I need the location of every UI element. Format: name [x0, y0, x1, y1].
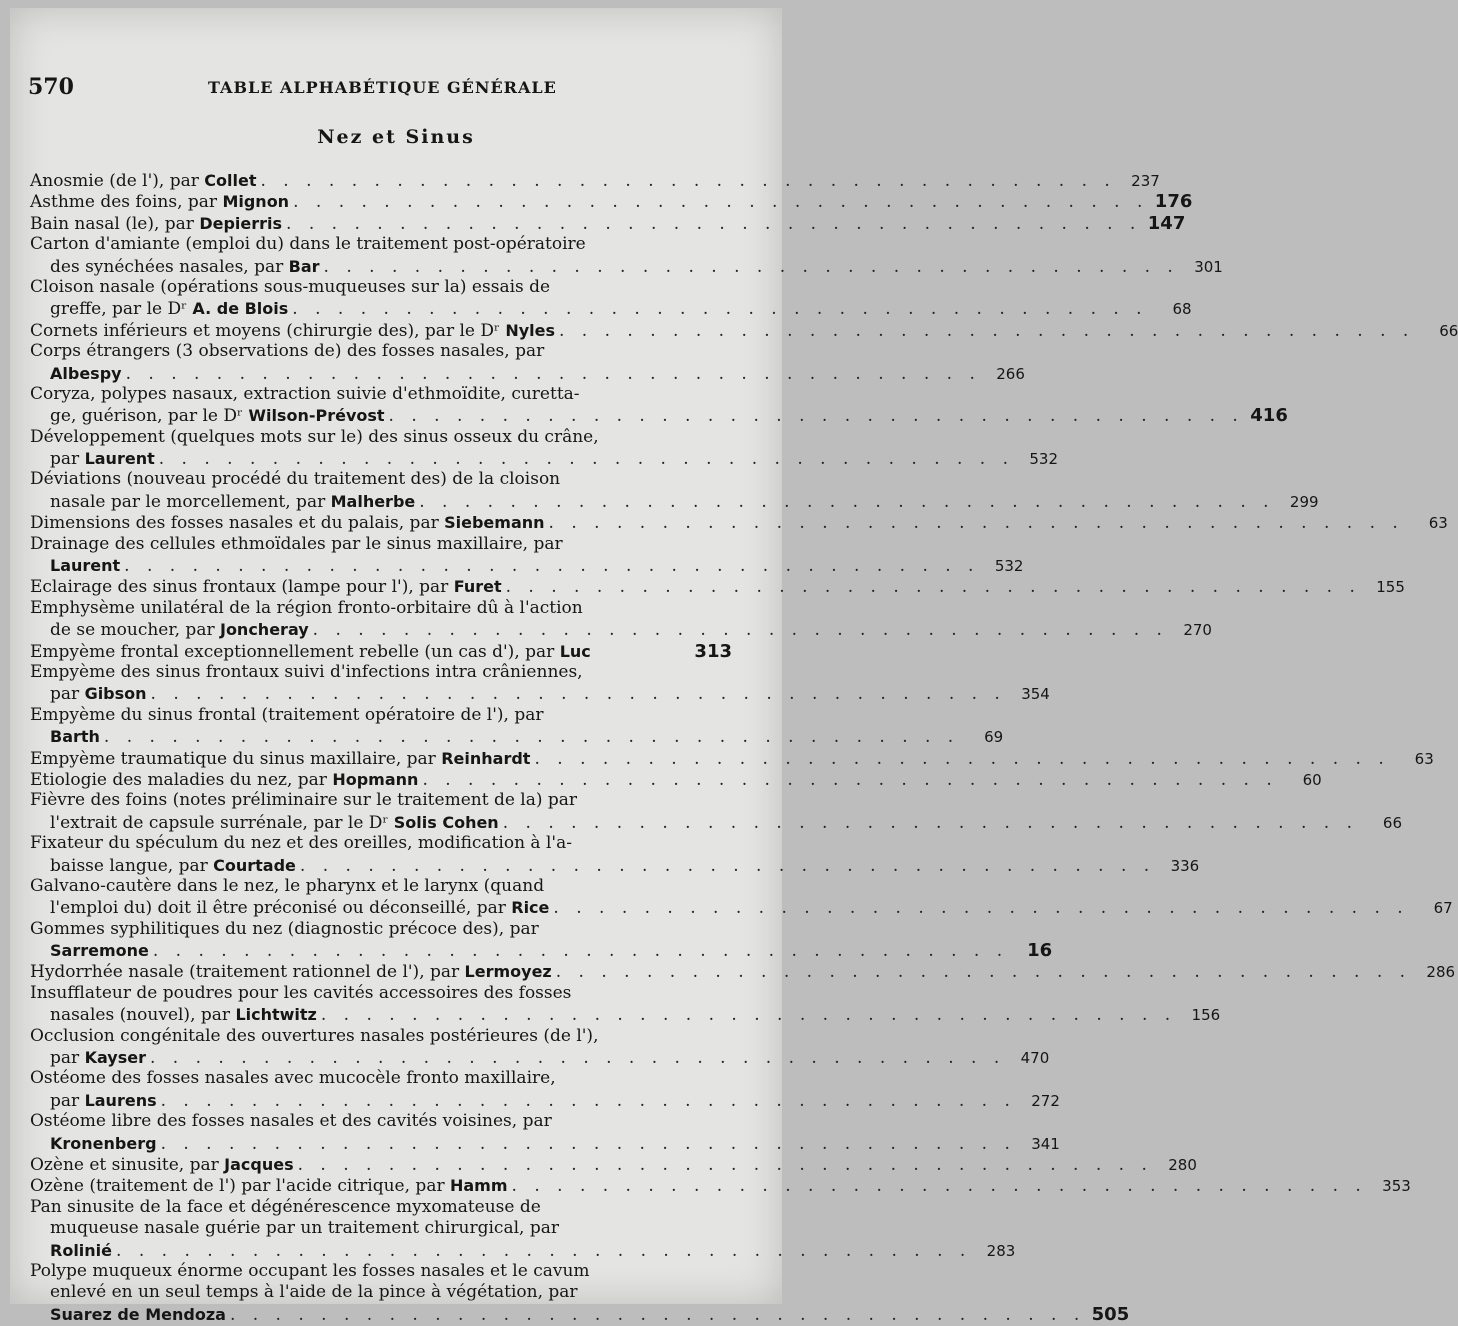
entry-page-number: 266: [996, 364, 1025, 383]
entry-page-number: 341: [1031, 1134, 1060, 1153]
entry-author: Laurent: [84, 449, 155, 469]
entry-title-text: Fièvre des foins (notes préliminaire sur le traitement de la) par: [30, 790, 578, 811]
entry-line: [30, 576, 1405, 598]
entry-text: [30, 961, 552, 983]
index-entry: [30, 1068, 1060, 1111]
index-entry: [30, 512, 1448, 534]
entry-page-number: 66: [1382, 813, 1402, 832]
index-entry: [30, 1175, 1411, 1197]
entry-title-text: Pan sinusite de la face et dégénérescence myxomateuse de: [30, 1196, 541, 1217]
entry-text: [50, 1047, 146, 1069]
entry-line: [30, 1133, 1060, 1154]
index-entry: [30, 641, 732, 662]
entry-line: [30, 833, 732, 854]
entry-page-number: 176: [1154, 191, 1193, 213]
entry-text: [50, 256, 320, 278]
entry-text: [30, 384, 580, 405]
entry-author: Mignon: [222, 192, 290, 212]
entry-title-text: Asthme des foins, par: [30, 192, 223, 213]
entry-text: [50, 491, 415, 513]
entry-text: [50, 1090, 157, 1112]
entry-text: [30, 427, 599, 448]
entry-line: [30, 705, 732, 726]
index-entry: [30, 833, 1200, 876]
entry-line: [30, 427, 732, 448]
entry-title-text: Anosmie (de l'), par: [30, 171, 205, 191]
entry-title-text: greffe, par le Dʳ: [50, 299, 193, 320]
dot-leader: . . . . . . . . . . . . . . . . . . . . . . . . . . . . . . . . . . . . . .: [125, 363, 981, 384]
entry-title-text: nasales (nouvel), par: [50, 1005, 236, 1026]
dot-leader: . . . . . . . . . . . . . . . . . . . . . . . . . . . . . . . . . . . . . .: [388, 406, 1244, 427]
entry-text: [30, 1175, 508, 1197]
entry-line: [30, 1175, 1411, 1197]
entry-page-number: 60: [1302, 770, 1322, 789]
index-entry: [30, 469, 1319, 512]
entry-author: Barth: [50, 727, 100, 747]
entry-text: [50, 812, 499, 834]
entry-title-text: Empyème traumatique du sinus maxillaire, par: [30, 748, 442, 769]
entry-line: [30, 855, 1200, 876]
entry-text: [50, 855, 296, 877]
entry-page-number: 16: [1027, 940, 1053, 962]
dot-leader: . . . . . . . . . . . . . . . . . . . . . . . . . . . . . . . . . . . . . .: [116, 1240, 972, 1261]
entry-title-text: Ozène (traitement de l') par l'acide citrique, par: [30, 1176, 450, 1197]
entry-text: [30, 512, 545, 534]
entry-title-text: Eclairage des sinus frontaux (lampe pour l'), par: [30, 577, 454, 598]
entry-author: Solis Cohen: [393, 812, 499, 832]
entry-line: [30, 234, 732, 255]
entry-title-text: ge, guérison, par le Dʳ: [50, 406, 249, 427]
entry-page-number: 286: [1426, 963, 1456, 982]
entry-text: [50, 1218, 559, 1239]
entry-text: [30, 705, 544, 726]
dot-leader: . . . . . . . . . . . . . . . . . . . . . . . . . . . . . . . . . . . . . .: [312, 620, 1168, 641]
entry-author: Laurens: [84, 1090, 157, 1110]
entry-line: [30, 320, 1458, 341]
dot-leader: . . . . . . . . . . . . . . . . . . . . . . . . . . . . . . . . . . . . . .: [299, 855, 1156, 876]
index-entry: [30, 790, 1402, 833]
index-entry: [30, 276, 1192, 320]
entry-text: [30, 641, 591, 663]
entry-page-number: 155: [1376, 578, 1405, 597]
entry-page-number: 156: [1191, 1006, 1221, 1025]
dot-leader: . . . . . . . . . . . . . . . . . . . . . . . . . . . . . . . . . . . . . .: [502, 812, 1358, 833]
entry-title-text: l'emploi du) doit il être préconisé ou déconseillé, par: [50, 898, 512, 919]
index-entry: [30, 576, 1405, 598]
entry-author: Bar: [288, 256, 320, 276]
dot-leader: . . . . . . . . . . . . . . . . . . . . . . . . . . . . . . . . . . . . . .: [160, 1090, 1016, 1111]
entry-line: [30, 1047, 1050, 1069]
document-page: [10, 8, 1458, 1325]
index-entry: [30, 191, 1193, 213]
index-entry: [30, 426, 1059, 470]
entry-line: [30, 1154, 1197, 1175]
entry-page-number: 532: [1029, 450, 1059, 469]
entry-text: [30, 234, 586, 255]
entry-page-number: 270: [1183, 621, 1212, 640]
entry-author: Lichtwitz: [235, 1005, 317, 1025]
dot-leader: . . . . . . . . . . . . . . . . . . . . . . . . . . . . . . . . . . . . . .: [124, 556, 980, 577]
entry-line: [30, 876, 732, 897]
entry-title-text: par: [50, 684, 85, 705]
entry-text: [30, 191, 289, 213]
dot-leader: . . . . . . . . . . . . . . . . . . . . . . . . . . . . . . . . . . . . . .: [553, 898, 1409, 919]
entry-line: [30, 405, 1288, 427]
entry-line: [30, 919, 732, 940]
entry-line: [30, 1090, 1060, 1111]
entry-line: [30, 961, 1456, 983]
entry-line: [30, 448, 1059, 470]
entry-line: [30, 191, 1193, 213]
entry-author: Malherbe: [330, 491, 416, 511]
entry-line: [30, 469, 732, 490]
entry-line: [30, 662, 732, 683]
entry-line: [30, 384, 732, 405]
entry-line: [30, 1303, 1130, 1325]
entry-line: [30, 256, 1223, 277]
entry-page-number: 299: [1289, 492, 1319, 511]
entry-line: [30, 790, 732, 811]
entry-page-number: 505: [1091, 1303, 1130, 1325]
running-title: TABLE ALPHABÉTIQUE GÉNÉRALE: [208, 78, 557, 97]
dot-leader: . . . . . . . . . . . . . . . . . . . . . . . . . . . . . . . . . . . . . .: [422, 769, 1278, 790]
entry-title-text: Cloison nasale (opérations sous-muqueuses sur la) essais de: [30, 276, 551, 297]
index-entry: [30, 961, 1456, 983]
entry-title-text: Déviations (nouveau procédé du traitement des) de la cloison: [30, 469, 561, 490]
entry-text: [50, 1304, 226, 1326]
entry-text: [30, 983, 571, 1004]
entry-text: [50, 555, 120, 577]
page-number: 570: [28, 74, 74, 100]
entry-line: [30, 641, 732, 662]
entry-title-text: muqueuse nasale guérie par un traitement chirurgical, par: [50, 1218, 559, 1239]
entry-title-text: Emphysème unilatéral de la région fronto-orbitaire dû à l'action: [30, 597, 583, 618]
entry-page-number: 354: [1021, 685, 1050, 704]
entry-text: [30, 598, 583, 619]
entry-text: [30, 213, 282, 235]
index-entry: [30, 1260, 1130, 1325]
entry-title-text: Etiologie des maladies du nez, par: [30, 769, 333, 790]
entry-author: A. de Blois: [192, 299, 289, 319]
index-entry: [30, 383, 1288, 427]
entry-page-number: 147: [1147, 212, 1186, 234]
dot-leader: . . . . . . . . . . . . . . . . . . . . . . . . . . . . . . . . . . . . . .: [297, 1154, 1153, 1175]
entry-title-text: Corps étrangers (3 observations de) des fosses nasales, par: [30, 341, 545, 362]
entry-line: [30, 748, 1434, 769]
entry-line: [30, 1261, 732, 1282]
index-entry: [30, 875, 1453, 919]
entry-author: Kayser: [84, 1048, 146, 1068]
entry-line: [30, 726, 1004, 748]
entry-line: [30, 940, 1053, 962]
index-entry: [30, 769, 1322, 790]
entry-title-text: Fixateur du spéculum du nez et des oreilles, modification à l'a-: [30, 833, 572, 854]
entry-author: Courtade: [213, 855, 296, 875]
index-entry: [30, 748, 1434, 769]
entry-line: [30, 1004, 1221, 1026]
entry-author: Hamm: [449, 1176, 508, 1196]
entry-title-text: Dimensions des fosses nasales et du palais, par: [30, 513, 445, 534]
entry-page-number: 336: [1170, 856, 1200, 875]
entry-author: Nyles: [505, 320, 555, 340]
entry-author: Rolinié: [50, 1240, 113, 1260]
entry-title-text: par: [50, 1048, 85, 1069]
entry-text: [30, 469, 560, 490]
entry-title-text: par: [50, 1090, 85, 1111]
entry-author: Albespy: [50, 363, 122, 383]
entry-text: [30, 1111, 552, 1132]
entry-page-number: 353: [1382, 1177, 1411, 1196]
entry-page-number: 272: [1031, 1091, 1060, 1110]
entry-title-text: Empyème du sinus frontal (traitement opératoire de l'), par: [30, 704, 544, 725]
entry-line: [30, 1026, 732, 1047]
entry-author: Rice: [511, 898, 550, 918]
entry-line: [30, 769, 1322, 790]
entry-author: Gibson: [84, 684, 147, 704]
entry-text: [50, 1282, 578, 1303]
dot-leader: . . . . . . . . . . . . . . . . . . . . . . . . . . . . . . . . . . . . . .: [152, 941, 1009, 962]
entry-page-number: 280: [1168, 1155, 1197, 1174]
entry-author: Suarez de Mendoza: [50, 1304, 226, 1324]
entry-title-text: Occlusion congénitale des ouvertures nasales postérieures (de l'),: [30, 1025, 599, 1046]
entry-line: [30, 897, 1453, 919]
dot-leader: . . . . . . . . . . . . . . . . . . . . . . . . . . . . . . . . . . . . . .: [320, 1005, 1177, 1026]
dot-leader: . . . . . . . . . . . . . . . . . . . . . . . . . . . . . . . . . . . . . .: [323, 256, 1179, 277]
dot-leader: . . . . . . . . . . . . . . . . . . . . . . . . . . . . . . . . . . . . . .: [511, 1176, 1367, 1197]
entry-text: [30, 1154, 294, 1176]
entry-line: [30, 277, 732, 298]
entry-author: Furet: [453, 577, 502, 597]
dot-leader: . . . . . . . . . . . . . . . . . . . . . . . . . . . . . . . . . . . . . .: [160, 1133, 1016, 1154]
entry-text: [30, 919, 539, 940]
entry-page-number: 301: [1194, 257, 1223, 276]
entry-title-text: Développement (quelques mots sur le) des sinus osseux du crâne,: [30, 426, 599, 447]
entry-author: Collet: [204, 171, 257, 190]
entry-text: [30, 662, 583, 683]
index-entry: [30, 597, 1212, 641]
entry-line: [30, 212, 1186, 234]
entry-author: Laurent: [50, 556, 121, 576]
dot-leader: . . . . . . . . . . . . . . . . . . . . . . . . . . . . . . . . . . . . . .: [548, 513, 1404, 534]
index-entry: [30, 982, 1221, 1026]
entry-text: [50, 1004, 317, 1026]
entry-text: [50, 1133, 157, 1155]
entry-author: Jacques: [224, 1154, 294, 1174]
entry-page-number: 532: [994, 557, 1024, 576]
index-entry: [30, 320, 1458, 341]
entry-text: [50, 726, 100, 748]
entry-page-number: 69: [984, 728, 1004, 747]
dot-leader: . . . . . . . . . . . . . . . . . . . . . . . . . . . . . . . . . . . . . .: [149, 1048, 1006, 1069]
entry-title-text: Polype muqueux énorme occupant les fosses nasales et le cavum: [30, 1260, 590, 1281]
entry-line: [30, 598, 732, 619]
entry-text: [30, 170, 257, 192]
entry-text: [30, 1068, 556, 1089]
index-entry: [30, 170, 1160, 191]
entry-line: [30, 491, 1319, 512]
entry-page-number: 470: [1020, 1049, 1050, 1068]
section-title: Nez et Sinus: [317, 126, 475, 148]
entry-author: Siebemann: [444, 513, 545, 533]
entry-title-text: Coryza, polypes nasaux, extraction suivie d'ethmoïdite, curetta-: [30, 383, 580, 404]
entry-text: [50, 897, 549, 919]
entry-text: [30, 1197, 541, 1218]
index-entry: [30, 533, 1024, 577]
entry-text: [30, 1261, 590, 1282]
entry-text: [50, 298, 288, 320]
dot-leader: . . . . . . . . . . . . . . . . . . . . . . . . . . . . . . . . . . . . . .: [103, 727, 960, 748]
entry-line: [30, 512, 1448, 534]
entry-page-number: 416: [1250, 405, 1288, 427]
entry-title-text: Empyème frontal exceptionnellement rebelle (un cas d'), par: [30, 641, 560, 662]
entry-page-number: 67: [1433, 899, 1453, 918]
entry-title-text: de se moucher, par: [50, 620, 220, 641]
entry-line: [30, 298, 1192, 320]
entry-page-number: 237: [1131, 172, 1160, 190]
entry-text: [50, 619, 309, 641]
entry-page-number: 63: [1428, 514, 1448, 533]
entry-title-text: baisse langue, par: [50, 855, 214, 876]
entry-text: [30, 833, 572, 854]
index-entry: [30, 212, 1186, 234]
index-entry: [30, 661, 1050, 705]
entry-text: [30, 277, 550, 298]
entry-title-text: Empyème des sinus frontaux suivi d'infections intra crâniennes,: [30, 661, 583, 682]
entry-title-text: Galvano-cautère dans le nez, le pharynx et le larynx (quand: [30, 875, 545, 896]
dot-leader: . . . . . . . . . . . . . . . . . . . . . . . . . . . . . . . . . . . . . .: [559, 320, 1415, 341]
entry-line: [30, 363, 1025, 384]
entry-page-number: 313: [694, 640, 732, 662]
entry-title-text: Ostéome libre des fosses nasales et des cavités voisines, par: [30, 1111, 552, 1132]
index-entry: [30, 1196, 1016, 1261]
entry-line: [30, 534, 732, 555]
entry-text: [30, 320, 555, 342]
entry-line: [30, 1282, 732, 1303]
index-entry: [30, 704, 1004, 748]
index-entry: [30, 1154, 1197, 1175]
entry-line: [30, 1197, 732, 1218]
entry-text: [30, 790, 577, 811]
entry-line: [30, 619, 1212, 641]
entry-author: Hopmann: [332, 769, 419, 789]
entry-title-text: Bain nasal (le), par: [30, 213, 200, 234]
dot-leader: . . . . . . . . . . . . . . . . . . . . . . . . . . . . . . . . . . . . . .: [260, 171, 1116, 191]
entry-text: [30, 341, 544, 362]
entry-title-text: Hydorrhée nasale (traitement rationnel de l'), par: [30, 962, 465, 983]
entry-text: [50, 448, 155, 470]
dot-leader: . . . . . . . . . . . . . . . . . . . . . . . . . . . . . . . . . . . . . .: [555, 962, 1412, 983]
index-entry: [30, 1025, 1050, 1069]
entry-page-number: 68: [1172, 300, 1192, 319]
entry-line: [30, 1111, 732, 1132]
index-entry: [30, 234, 1223, 277]
entry-line: [30, 683, 1050, 705]
index-entry: [30, 341, 1025, 384]
dot-leader: . . . . . . . . . . . . . . . . . . . . . . . . . . . . . . . . . . . . . .: [505, 577, 1361, 598]
dot-leader: . . . . . . . . . . . . . . . . . . . . . . . . . . . . . . . . . . . . . .: [419, 491, 1275, 512]
entry-text: [30, 769, 418, 791]
entry-title-text: nasale par le morcellement, par: [50, 491, 331, 512]
dot-leader: . . . . . . . . . . . . . . . . . . . . . . . . . . . . . . . . . . . . . .: [534, 748, 1390, 769]
entry-title-text: Carton d'amiante (emploi du) dans le traitement post-opératoire: [30, 234, 586, 255]
entry-author: Kronenberg: [50, 1133, 157, 1153]
entry-text: [50, 363, 122, 385]
entry-page-number: 283: [986, 1241, 1016, 1260]
entry-line: [30, 170, 1160, 191]
entry-text: [50, 1240, 112, 1262]
entry-line: [30, 812, 1402, 833]
entry-text: [30, 748, 530, 770]
entry-author: Wilson-Prévost: [248, 406, 385, 426]
dot-leader: . . . . . . . . . . . . . . . . . . . . . . . . . . . . . . . . . . . . . .: [150, 684, 1006, 705]
entry-title-text: Gommes syphilitiques du nez (diagnostic précoce des), par: [30, 918, 539, 939]
entry-title-text: l'extrait de capsule surrénale, par le Dʳ: [50, 812, 394, 833]
entry-title-text: Drainage des cellules ethmoïdales par le sinus maxillaire, par: [30, 533, 563, 554]
index-entry: [30, 918, 1053, 962]
entry-title-text: des synéchées nasales, par: [50, 256, 289, 277]
dot-leader: . . . . . . . . . . . . . . . . . . . . . . . . . . . . . . . . . . . . . .: [286, 213, 1142, 234]
entry-author: Sarremone: [50, 941, 149, 961]
entry-line: [30, 983, 732, 1004]
entry-title-text: par: [50, 449, 85, 470]
page-header: [28, 74, 748, 104]
entry-line: [30, 341, 732, 362]
entry-title-text: Ostéome des fosses nasales avec mucocèle fronto maxillaire,: [30, 1068, 556, 1089]
entry-text: [30, 1026, 598, 1047]
entry-text: [30, 576, 502, 598]
entry-author: Luc: [559, 641, 591, 661]
entry-author: Depierris: [199, 213, 283, 233]
entry-text: [30, 534, 563, 555]
dot-leader: . . . . . . . . . . . . . . . . . . . . . . . . . . . . . . . . . . . . . .: [292, 299, 1148, 320]
dot-leader: . . . . . . . . . . . . . . . . . . . . . . . . . . . . . . . . . . . . . .: [293, 192, 1149, 213]
entry-title-text: Ozène et sinusite, par: [30, 1154, 225, 1175]
entry-title-text: Cornets inférieurs et moyens (chirurgie des), par le Dʳ: [30, 320, 506, 341]
entry-author: Reinhardt: [441, 748, 531, 768]
entry-title-text: enlevé en un seul temps à l'aide de la pince à végétation, par: [50, 1282, 578, 1303]
entry-text: [50, 940, 149, 962]
entry-text: [50, 683, 147, 705]
entry-text: [50, 405, 385, 427]
entry-text: [30, 876, 544, 897]
entry-page-number: 63: [1414, 749, 1434, 768]
dot-leader: . . . . . . . . . . . . . . . . . . . . . . . . . . . . . . . . . . . . . .: [229, 1304, 1086, 1325]
entry-line: [30, 1240, 1016, 1261]
entry-author: Lermoyez: [464, 962, 552, 982]
entry-page-number: 66: [1439, 321, 1458, 340]
dot-leader: . . . . . . . . . . . . . . . . . . . . . . . . . . . . . . . . . . . . . .: [158, 449, 1015, 470]
entry-author: Joncheray: [219, 620, 309, 640]
entry-line: [30, 1218, 732, 1239]
index-entries: [30, 170, 1458, 1325]
index-entry: [30, 1111, 1060, 1154]
entry-line: [30, 1068, 732, 1089]
entry-title-text: Insufflateur de poudres pour les cavités accessoires des fosses: [30, 982, 572, 1003]
entry-line: [30, 555, 1024, 577]
